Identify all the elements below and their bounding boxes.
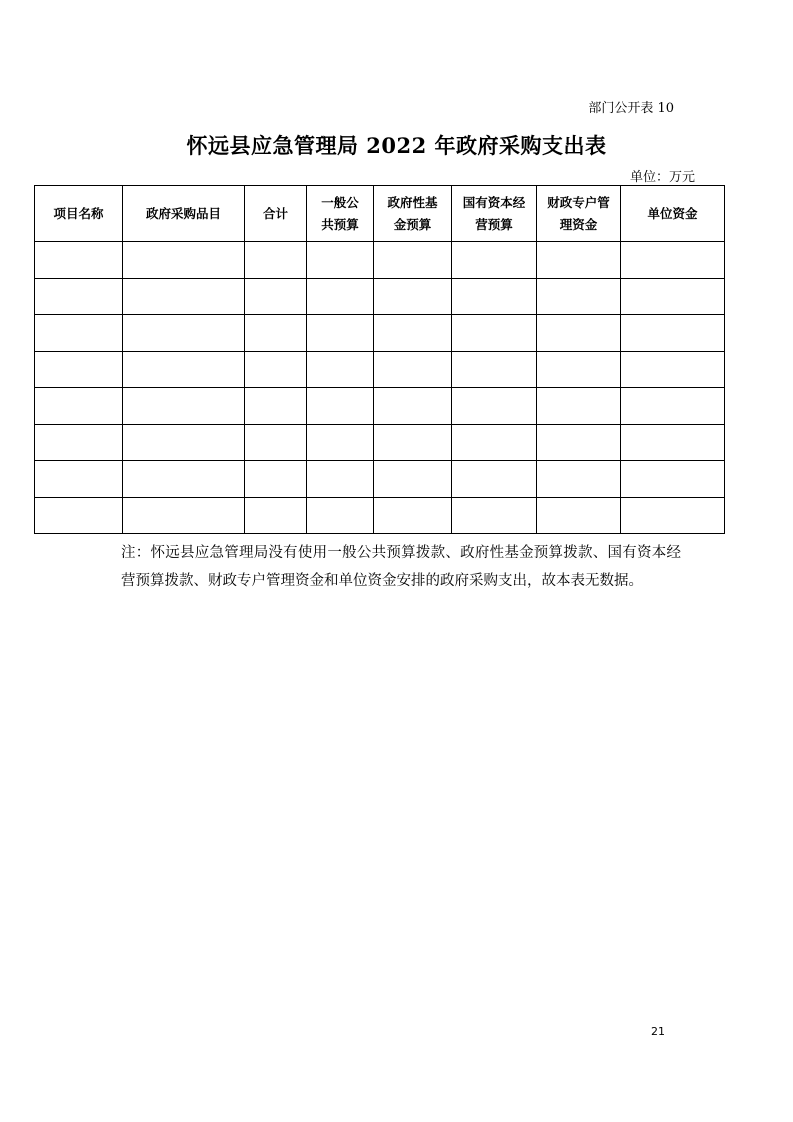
table-row <box>35 351 725 388</box>
table-cell <box>621 315 725 352</box>
column-header-general-budget: 一般公共预算 <box>307 186 374 242</box>
table-cell <box>35 388 123 425</box>
table-cell <box>537 497 621 534</box>
page-number: 21 <box>651 1025 665 1038</box>
table-cell <box>452 278 537 315</box>
column-header-project-name: 项目名称 <box>35 186 123 242</box>
table-row <box>35 315 725 352</box>
table-cell <box>452 351 537 388</box>
table-cell <box>307 242 374 279</box>
table-cell <box>123 388 245 425</box>
table-cell <box>35 424 123 461</box>
table-cell <box>35 497 123 534</box>
table-cell <box>374 388 452 425</box>
table-cell <box>621 351 725 388</box>
table-cell <box>621 242 725 279</box>
table-cell <box>35 315 123 352</box>
column-header-state-capital-budget: 国有资本经营预算 <box>452 186 537 242</box>
table-cell <box>374 461 452 498</box>
table-row <box>35 388 725 425</box>
page-title: 怀远县应急管理局 2022 年政府采购支出表 <box>186 133 607 158</box>
procurement-table-container <box>34 185 724 534</box>
table-cell <box>374 278 452 315</box>
table-cell <box>374 242 452 279</box>
table-cell <box>452 242 537 279</box>
table-cell <box>452 388 537 425</box>
procurement-table <box>34 185 725 534</box>
table-cell <box>245 315 307 352</box>
table-cell <box>537 351 621 388</box>
table-cell <box>307 351 374 388</box>
table-cell <box>621 424 725 461</box>
table-cell <box>245 351 307 388</box>
table-cell <box>452 497 537 534</box>
table-cell <box>123 497 245 534</box>
table-header-row <box>35 186 725 242</box>
table-body <box>35 242 725 534</box>
table-cell <box>452 461 537 498</box>
table-cell <box>245 242 307 279</box>
table-cell <box>452 315 537 352</box>
table-cell <box>621 497 725 534</box>
table-cell <box>123 351 245 388</box>
table-cell <box>307 461 374 498</box>
table-cell <box>123 315 245 352</box>
table-row <box>35 424 725 461</box>
table-cell <box>245 278 307 315</box>
column-header-total: 合计 <box>245 186 307 242</box>
unit-label: 单位：万元 <box>629 170 695 185</box>
table-cell <box>621 461 725 498</box>
doc-label: 部门公开表 10 <box>588 101 674 116</box>
table-cell <box>374 351 452 388</box>
table-cell <box>621 278 725 315</box>
table-row <box>35 461 725 498</box>
table-note: 注：怀远县应急管理局没有使用一般公共预算拨款、政府性基金预算拨款、国有资本经营预算拨款、财政专户管理资金和单位资金安排的政府采购支出，故本表无数据。 <box>121 545 681 589</box>
table-cell <box>537 424 621 461</box>
table-cell <box>123 424 245 461</box>
table-cell <box>307 388 374 425</box>
table-cell <box>123 242 245 279</box>
table-cell <box>245 461 307 498</box>
column-header-special-account-funds: 财政专户管理资金 <box>537 186 621 242</box>
table-cell <box>537 242 621 279</box>
table-cell <box>374 424 452 461</box>
table-cell <box>245 424 307 461</box>
table-row <box>35 497 725 534</box>
table-row <box>35 242 725 279</box>
table-cell <box>35 278 123 315</box>
table-cell <box>35 351 123 388</box>
table-cell <box>537 315 621 352</box>
table-cell <box>374 315 452 352</box>
column-header-fund-budget: 政府性基金预算 <box>374 186 452 242</box>
table-cell <box>245 497 307 534</box>
table-cell <box>621 388 725 425</box>
table-cell <box>537 388 621 425</box>
table-cell <box>537 461 621 498</box>
table-cell <box>307 497 374 534</box>
table-row <box>35 278 725 315</box>
table-cell <box>245 388 307 425</box>
table-cell <box>307 315 374 352</box>
column-header-unit-funds: 单位资金 <box>621 186 725 242</box>
table-cell <box>35 242 123 279</box>
table-cell <box>123 278 245 315</box>
table-cell <box>307 424 374 461</box>
table-cell <box>537 278 621 315</box>
table-cell <box>123 461 245 498</box>
table-cell <box>35 461 123 498</box>
table-cell <box>374 497 452 534</box>
column-header-procurement-item: 政府采购品目 <box>123 186 245 242</box>
table-cell <box>307 278 374 315</box>
table-cell <box>452 424 537 461</box>
